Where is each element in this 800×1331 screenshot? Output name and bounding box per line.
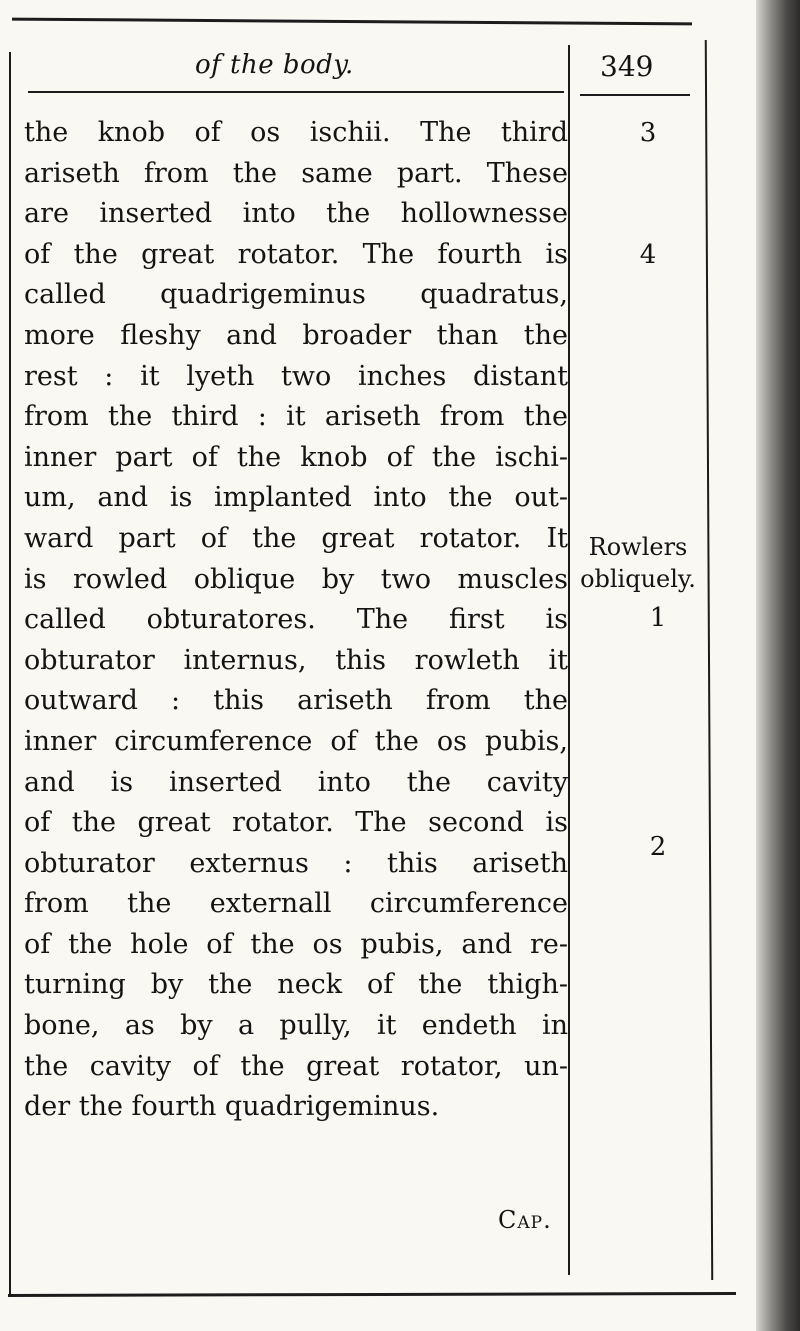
text-line: from the externall circumference bbox=[24, 888, 568, 920]
bottom-border-rule bbox=[8, 1292, 736, 1297]
text-line: of the great rotator. The second is bbox=[24, 807, 568, 839]
top-border-rule bbox=[12, 18, 692, 26]
margin-number-1: 1 bbox=[649, 603, 667, 633]
text-line: called quadrigeminus quadratus, bbox=[24, 279, 568, 311]
text-line: are inserted into the hollownesse bbox=[24, 198, 568, 230]
text-line: called obturatores. The first is bbox=[24, 604, 568, 636]
body-text bbox=[24, 113, 568, 1128]
text-line: bone, as by a pully, it endeth in bbox=[24, 1010, 568, 1042]
text-line: outward : this ariseth from the bbox=[24, 685, 568, 717]
text-line: um, and is implanted into the out- bbox=[24, 482, 568, 514]
page-number: 349 bbox=[600, 50, 654, 83]
text-line: is rowled oblique by two muscles bbox=[24, 563, 568, 595]
text-line: and is inserted into the cavity bbox=[24, 766, 568, 798]
margin-number-2: 2 bbox=[649, 832, 667, 862]
margin-number-4: 4 bbox=[639, 240, 657, 270]
text-line: obturator externus : this ariseth bbox=[24, 847, 568, 879]
running-head-rule bbox=[28, 91, 564, 93]
page-number-rule bbox=[580, 94, 690, 96]
text-line: of the great rotator. The fourth is bbox=[24, 238, 568, 270]
text-line: ariseth from the same part. These bbox=[24, 157, 568, 189]
book-spine-edge bbox=[756, 0, 800, 1331]
text-line: more fleshy and broader than the bbox=[24, 319, 568, 351]
text-line: of the hole of the os pubis, and re- bbox=[24, 928, 568, 960]
text-line: from the third : it ariseth from the bbox=[24, 401, 568, 433]
catchword: Cap. bbox=[498, 1206, 552, 1234]
text-line: der the fourth quadrigeminus. bbox=[24, 1091, 440, 1123]
text-line: obturator internus, this rowleth it bbox=[24, 644, 568, 676]
right-border-rule bbox=[705, 40, 713, 1280]
margin-note-obliquely: obliquely. bbox=[580, 565, 696, 593]
text-line: turning by the neck of the thigh- bbox=[24, 969, 568, 1001]
margin-number-3: 3 bbox=[639, 118, 657, 148]
text-line: the knob of os ischii. The third bbox=[24, 117, 568, 148]
text-line: rest : it lyeth two inches distant bbox=[24, 360, 568, 392]
running-head: of the body. bbox=[195, 50, 354, 80]
margin-divider-rule bbox=[568, 45, 570, 1275]
text-line: inner circumference of the os pubis, bbox=[24, 725, 568, 757]
text-line: ward part of the great rotator. It bbox=[24, 522, 568, 554]
text-line: inner part of the knob of the ischi- bbox=[24, 441, 568, 473]
text-line: the cavity of the great rotator, un- bbox=[24, 1050, 568, 1082]
left-border-rule bbox=[9, 52, 11, 1297]
margin-note-rowlers: Rowlers bbox=[588, 533, 688, 561]
